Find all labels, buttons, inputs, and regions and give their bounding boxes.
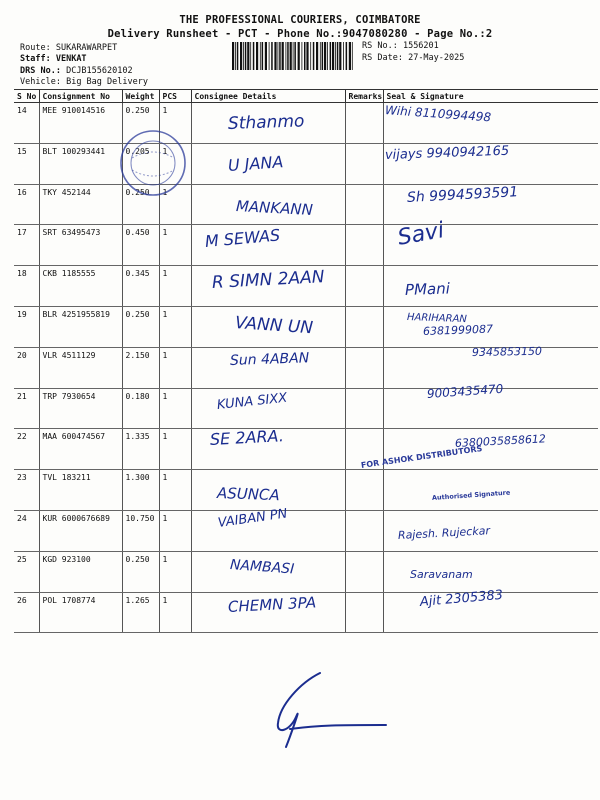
row-consignment-no: CKB 1185555 (39, 266, 122, 307)
table-header-row (14, 90, 598, 103)
route-label: Route: (20, 43, 51, 53)
company-title: THE PROFESSIONAL COURIERS, COIMBATORE (179, 14, 421, 26)
row-consignment-no: BLR 4251955819 (39, 306, 122, 347)
row-sno: 21 (14, 388, 39, 429)
staff-line (20, 54, 87, 64)
row-consignment-no: BLT 100293441 (39, 143, 122, 184)
row-pcs: 1 (159, 470, 191, 511)
row-consignment-no: VLR 4511129 (39, 347, 122, 388)
vehicle-label: Vehicle: (20, 77, 61, 87)
row-sno: 15 (14, 143, 39, 184)
rs-number-label: RS No.: (362, 41, 398, 51)
handwritten-consignee-name: CHEMN 3PA (227, 593, 317, 616)
row-pcs: 1 (159, 429, 191, 470)
table-row (14, 103, 598, 144)
drs-value: DCJB155620102 (66, 66, 133, 76)
row-consignment-no: KGD 923100 (39, 551, 122, 592)
runsheet-subtitle: Delivery Runsheet - PCT - Phone No.:9047080280 - Page No.:2 (107, 28, 493, 40)
row-pcs: 1 (159, 143, 191, 184)
handwritten-seal-signature: Savi (395, 218, 447, 251)
row-sno: 24 (14, 510, 39, 551)
row-pcs: 1 (159, 510, 191, 551)
authorised-signature-caption: Authorised Signature (431, 488, 511, 502)
row-remarks (345, 470, 383, 511)
row-weight: 1.265 (122, 592, 159, 633)
handwritten-consignee-name: KUNA SIXX (216, 390, 288, 413)
row-weight: 0.250 (122, 184, 159, 225)
handwritten-consignee-name: VAIBAN PN (216, 506, 289, 531)
row-remarks (345, 266, 383, 307)
row-weight: 1.335 (122, 429, 159, 470)
handwritten-consignee-name: U JANA (227, 152, 284, 175)
handwritten-consignee-name: R SIMN 2AAN (211, 267, 325, 293)
row-consignment-no: MAA 600474567 (39, 429, 122, 470)
row-consignment-no: TVL 183211 (39, 470, 122, 511)
handwritten-consignee-name: MANKANN (235, 197, 314, 220)
row-consignment-no: KUR 6000676689 (39, 510, 122, 551)
row-sno: 20 (14, 347, 39, 388)
handwritten-seal-signature: Wihi 8110994498 (384, 103, 492, 125)
distributor-stamp-text: FOR ASHOK DISTRIBUTORS (360, 444, 483, 470)
handwritten-seal-signature: Rajesh. Rujeckar (397, 524, 491, 542)
row-sno: 14 (14, 103, 39, 144)
rs-number-value: 1556201 (402, 41, 439, 51)
handwritten-seal-signature: 9345853150 (471, 344, 543, 359)
route-value: SUKARAWARPET (55, 43, 118, 53)
row-weight: 0.250 (122, 103, 159, 144)
row-remarks (345, 103, 383, 144)
row-consignment-no: TKY 452144 (39, 184, 122, 225)
row-sno: 18 (14, 266, 39, 307)
rs-date-line (362, 53, 464, 63)
row-pcs: 1 (159, 184, 191, 225)
staff-signature-icon (260, 665, 390, 750)
handwritten-consignee-name: NAMBASI (229, 557, 295, 578)
row-pcs: 1 (159, 266, 191, 307)
row-pcs: 1 (159, 388, 191, 429)
row-remarks (345, 184, 383, 225)
row-pcs: 1 (159, 551, 191, 592)
handwritten-consignee-name: Sthanmo (227, 111, 305, 134)
handwritten-seal-signature: Sh 9994593591 (406, 184, 519, 206)
row-pcs: 1 (159, 306, 191, 347)
table-row (14, 551, 598, 592)
row-remarks (345, 510, 383, 551)
handwritten-seal-signature: Saravanam (410, 568, 473, 581)
row-consignment-no: SRT 63495473 (39, 225, 122, 266)
row-sno: 17 (14, 225, 39, 266)
row-pcs: 1 (159, 592, 191, 633)
handwritten-seal-signature: 9003435470 (426, 381, 504, 401)
rs-date-value: 27-May-2025 (408, 53, 465, 63)
row-weight: 0.450 (122, 225, 159, 266)
vehicle-line (20, 77, 148, 87)
col-header-pcs: PCS (159, 90, 191, 103)
handwritten-consignee-name: VANN UN (234, 313, 314, 339)
row-weight: 1.300 (122, 470, 159, 511)
handwritten-consignee-name: Sun 4ABAN (229, 350, 310, 369)
table-row (14, 510, 598, 551)
row-sno: 25 (14, 551, 39, 592)
handwritten-seal-signature: 6381999087 (422, 322, 494, 338)
row-remarks (345, 306, 383, 347)
staff-label: Staff: (20, 54, 51, 64)
row-weight: 0.205 (122, 143, 159, 184)
table-row (14, 388, 598, 429)
row-weight: 10.750 (122, 510, 159, 551)
table-row (14, 143, 598, 184)
col-header-seal: Seal & Signature (383, 90, 598, 103)
route-line (20, 43, 117, 53)
row-pcs: 1 (159, 103, 191, 144)
row-remarks (345, 551, 383, 592)
row-consignment-no: POL 1708774 (39, 592, 122, 633)
row-sno: 26 (14, 592, 39, 633)
col-header-weight: Weight (122, 90, 159, 103)
handwritten-consignee-name: SE 2ARA. (209, 426, 285, 449)
row-remarks (345, 388, 383, 429)
row-sno: 19 (14, 306, 39, 347)
rs-number-line (362, 41, 439, 51)
row-remarks (345, 347, 383, 388)
row-remarks (345, 143, 383, 184)
table-row (14, 225, 598, 266)
handwritten-consignee-name: ASUNCA (216, 484, 280, 505)
drs-line (20, 66, 133, 76)
handwritten-seal-signature: 6380035858612 (454, 432, 547, 450)
col-header-consignment: Consignment No (39, 90, 122, 103)
handwritten-seal-signature: vijays 9940942165 (384, 143, 510, 163)
row-pcs: 1 (159, 347, 191, 388)
row-pcs: 1 (159, 225, 191, 266)
staff-value: VENKAT (55, 54, 87, 64)
row-sno: 23 (14, 470, 39, 511)
row-consignment-no: MEE 910014516 (39, 103, 122, 144)
row-weight: 0.250 (122, 551, 159, 592)
row-sno: 22 (14, 429, 39, 470)
row-remarks (345, 592, 383, 633)
drs-label: DRS No.: (20, 66, 61, 76)
row-consignment-no: TRP 7930654 (39, 388, 122, 429)
handwritten-consignee-name: M SEWAS (204, 225, 281, 251)
handwritten-seal-signature: Ajit 2305383 (419, 587, 504, 610)
rs-date-label: RS Date: (362, 53, 403, 63)
row-weight: 0.345 (122, 266, 159, 307)
col-header-remarks: Remarks (345, 90, 383, 103)
col-header-consignee: Consignee Details (191, 90, 345, 103)
vehicle-value: Big Bag Delivery (66, 77, 148, 87)
row-sno: 16 (14, 184, 39, 225)
courier-stamp-icon (118, 128, 188, 198)
handwritten-seal-signature: PMani (404, 279, 451, 299)
col-header-sno: S No (14, 90, 39, 103)
row-remarks (345, 225, 383, 266)
row-weight: 0.250 (122, 306, 159, 347)
row-weight: 0.180 (122, 388, 159, 429)
handwritten-seal-signature: HARIHARAN (406, 312, 468, 326)
row-weight: 2.150 (122, 347, 159, 388)
table-row (14, 470, 598, 511)
barcode-icon (232, 42, 356, 70)
